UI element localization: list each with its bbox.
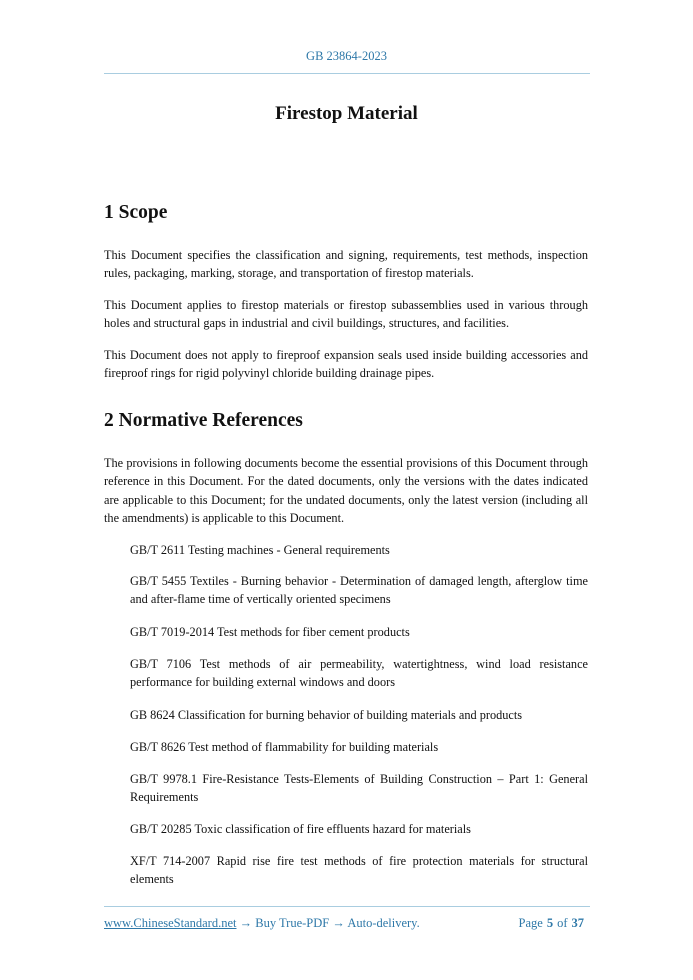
section-heading-scope: 1 Scope bbox=[104, 202, 168, 223]
page-title: Firestop Material bbox=[275, 103, 418, 124]
footer-divider bbox=[104, 906, 590, 907]
reference-item: GB 8624 Classification for burning behavior of building materials and products bbox=[130, 708, 523, 722]
website-link[interactable]: www.ChineseStandard.net bbox=[104, 916, 237, 930]
section-heading-normative-references: 2 Normative References bbox=[104, 410, 303, 431]
page-indicator bbox=[519, 916, 588, 931]
reference-item: GB/T 7106 Test methods of air permeability, watertightness, wind load resistance performance for building external windows and doors bbox=[130, 657, 588, 690]
auto-delivery-text: Auto-delivery. bbox=[347, 916, 420, 930]
paragraph: This Document does not apply to fireproof expansion seals used inside building accessories and fireproof rings for rigid polyvinyl chloride building drainage pipes. bbox=[104, 348, 588, 381]
arrow-right-icon: → bbox=[239, 916, 253, 930]
reference-item: GB/T 20285 Toxic classification of fire effluents hazard for materials bbox=[130, 822, 471, 836]
paragraph: The provisions in following documents become the essential provisions of this Document through reference in this Document. For the dated documents, only the versions with the dates indicated are applicable to this Document; for the undated documents, only the latest version (including all the amendments) is applicable to this Document. bbox=[104, 456, 588, 525]
header-divider bbox=[104, 73, 590, 74]
current-page: 5 bbox=[546, 916, 554, 930]
arrow-right-icon: → bbox=[332, 916, 345, 930]
paragraph: This Document specifies the classification and signing, requirements, test methods, inspection rules, packaging, marking, storage, and transportation of firestop materials. bbox=[104, 248, 588, 281]
page-label: Page bbox=[518, 916, 543, 930]
header-standard-number: GB 23864-2023 bbox=[306, 49, 387, 63]
reference-item: GB/T 5455 Textiles - Burning behavior - Determination of damaged length, afterglow time and after-flame time of vertically oriented specimens bbox=[130, 574, 588, 607]
footer-links bbox=[104, 916, 420, 931]
reference-item: GB/T 7019-2014 Test methods for fiber cement products bbox=[130, 625, 410, 639]
buy-pdf-text: Buy True-PDF bbox=[255, 916, 330, 930]
reference-item: XF/T 714-2007 Rapid rise fire test methods of fire protection materials for structural elements bbox=[130, 854, 588, 887]
paragraph: This Document applies to firestop materials or firestop subassemblies used in various through holes and structural gaps in industrial and civil buildings, structures, and facilities. bbox=[104, 298, 588, 331]
reference-item: GB/T 2611 Testing machines - General requirements bbox=[130, 543, 390, 557]
total-pages: 37 bbox=[571, 916, 584, 930]
reference-item: GB/T 9978.1 Fire-Resistance Tests-Elements of Building Construction – Part 1: General Requirements bbox=[130, 772, 588, 805]
reference-item: GB/T 8626 Test method of flammability for building materials bbox=[130, 740, 439, 754]
of-label: of bbox=[557, 916, 568, 930]
